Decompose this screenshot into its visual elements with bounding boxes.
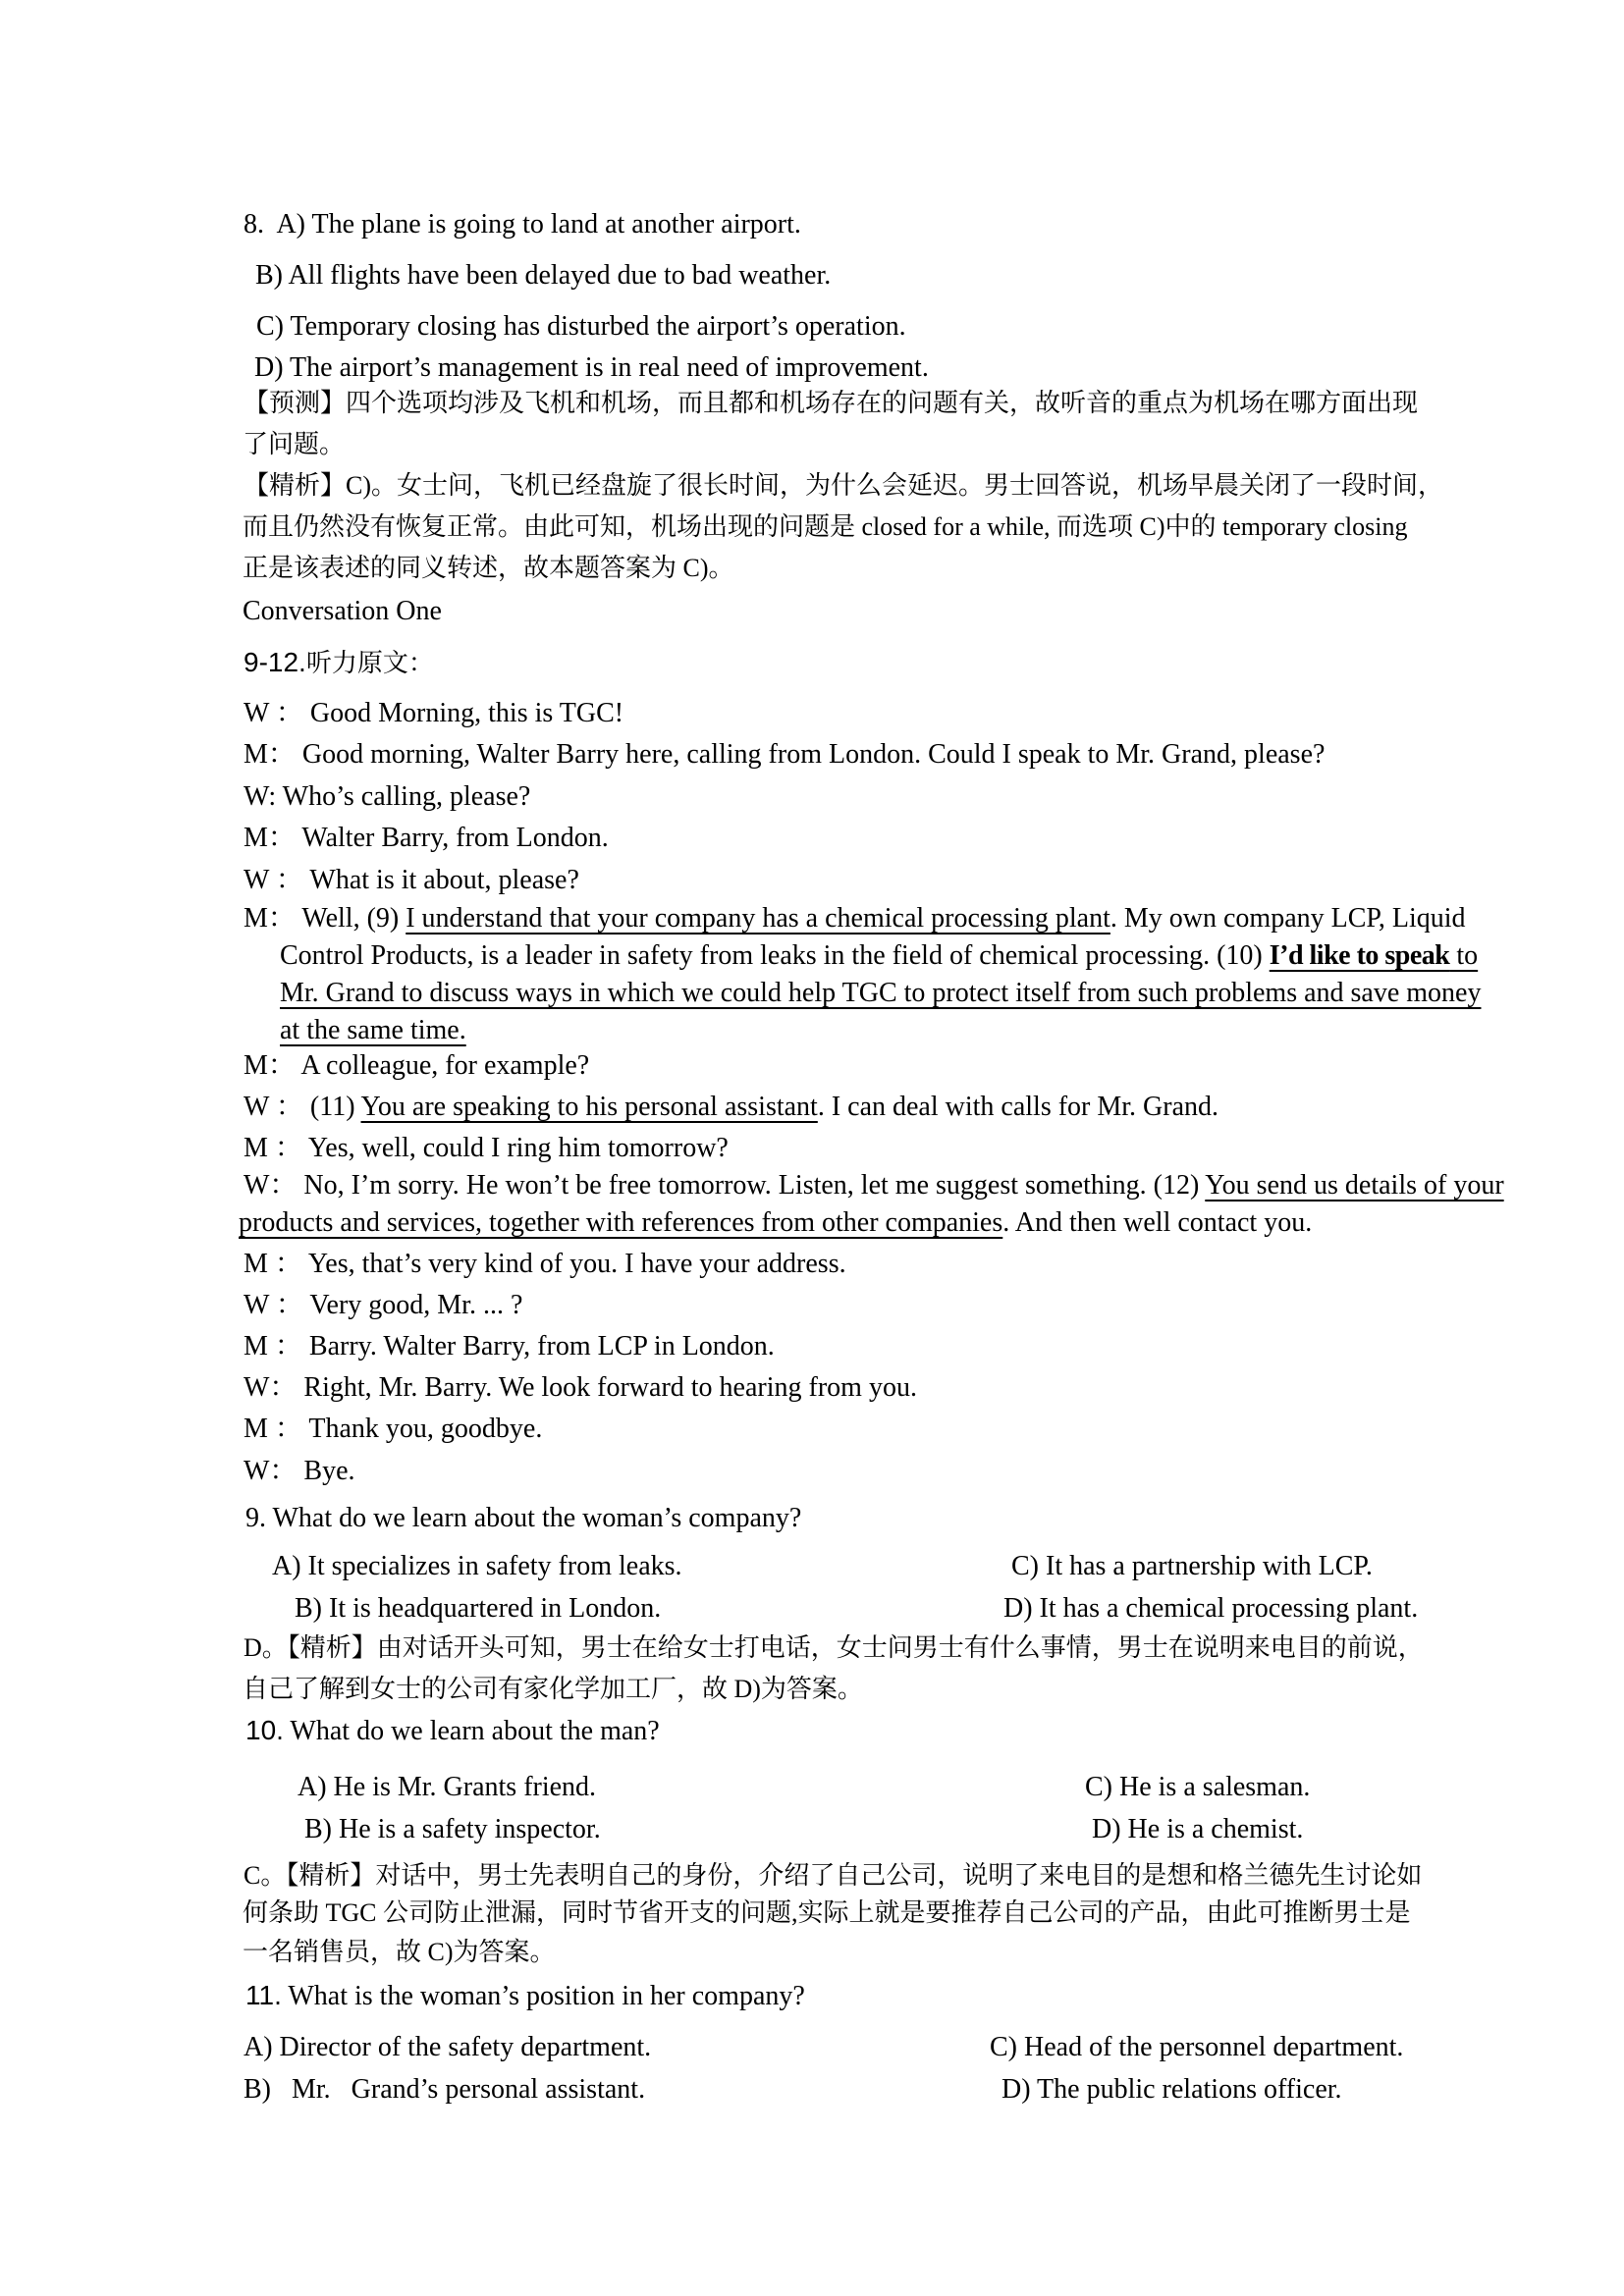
q8-option-d-text: D) The airport’s management is in real need of improvement. bbox=[254, 352, 929, 383]
dialog-text: W ： Very good, Mr. ... ? bbox=[244, 1290, 523, 1320]
q9-question bbox=[245, 1502, 801, 1535]
q10-analysis-line-1 bbox=[244, 1859, 1422, 1893]
q9-option-d bbox=[1003, 1592, 1418, 1626]
q8-option-b-text: B) All flights have been delayed due to bad weather. bbox=[255, 260, 832, 291]
q9-option-d-text: D) It has a chemical processing plant. bbox=[1003, 1593, 1419, 1624]
analysis-8-text-3: 正是该表述的同义转述，故本题答案为 C)。 bbox=[243, 554, 734, 582]
q10-question-text: What do we learn about the man? bbox=[283, 1716, 660, 1746]
q11-option-a bbox=[244, 2031, 651, 2064]
dialog-line-10b bbox=[239, 1206, 1312, 1240]
dialog-line-15 bbox=[244, 1413, 542, 1446]
dialog-line-6c bbox=[280, 977, 1481, 1010]
q9-option-a-text: A) It specializes in safety from leaks. bbox=[272, 1551, 682, 1581]
q9-analysis-text-1: D。【精析】由对话开头可知，男士在给女士打电话，女士问男士有什么事情，男士在说明来电目的前说， bbox=[244, 1633, 1424, 1662]
q10-option-b bbox=[304, 1813, 601, 1846]
dialog-line-5 bbox=[244, 864, 579, 897]
dialog-line-12 bbox=[244, 1289, 522, 1322]
dialog-text: M ： Thank you, goodbye. bbox=[244, 1414, 543, 1444]
q10-option-a bbox=[298, 1771, 596, 1804]
q11-option-c-text: C) Head of the personnel department. bbox=[990, 2032, 1404, 2062]
dialog-text: W ： What is it about, please? bbox=[244, 865, 579, 895]
analysis-8-line-1 bbox=[244, 469, 1443, 503]
q8-option-c-text: C) Temporary closing has disturbed the airport’s operation. bbox=[256, 311, 906, 342]
dialog-text: W： Bye. bbox=[244, 1456, 355, 1486]
dialog-line-11 bbox=[244, 1248, 846, 1281]
conversation-title bbox=[243, 595, 442, 628]
dialog-underlined-answer-10-bold: I’d like to speak bbox=[1269, 940, 1450, 971]
dialog-text: W ： Good Morning, this is TGC! bbox=[244, 698, 624, 728]
dialog-line-10a bbox=[244, 1169, 1504, 1202]
q10-option-d-text: D) He is a chemist. bbox=[1092, 1814, 1304, 1844]
q10-option-d bbox=[1092, 1813, 1303, 1846]
dialog-line-1 bbox=[244, 697, 623, 730]
dialog-line-3 bbox=[244, 780, 530, 814]
dialog-text: M： Walter Barry, from London. bbox=[244, 823, 609, 853]
q9-analysis-text-2: 自己了解到女士的公司有家化学加工厂，故 D)为答案。 bbox=[243, 1675, 863, 1703]
q11-option-b bbox=[244, 2073, 645, 2107]
q10-option-b-text: B) He is a safety inspector. bbox=[304, 1814, 601, 1844]
q11-question bbox=[245, 1979, 805, 2013]
dialog-line-6d bbox=[280, 1014, 466, 1047]
q10-analysis-text-2: 何条助 TGC 公司防止泄漏，同时节省开支的问题,实际上就是要推荐自己公司的产品，由此可推断男士是 bbox=[243, 1898, 1411, 1927]
dialog-text: M ： Barry. Walter Barry, from LCP in London. bbox=[244, 1331, 775, 1362]
q9-analysis-line-1 bbox=[244, 1631, 1424, 1665]
dialog-text: . My own company LCP, Liquid bbox=[1110, 903, 1466, 934]
prediction-line-2 bbox=[243, 428, 345, 461]
dialog-text: M： Well, (9) bbox=[244, 903, 406, 934]
dialog-line-6a bbox=[244, 902, 1466, 935]
dialog-line-6b bbox=[280, 939, 1478, 973]
q10-question-number: 10. bbox=[245, 1715, 284, 1745]
q8-option-b bbox=[255, 259, 831, 293]
q8-option-d bbox=[254, 351, 929, 385]
conversation-title-text: Conversation One bbox=[243, 596, 442, 626]
dialog-underlined-answer-11: You are speaking to his personal assistant bbox=[360, 1092, 818, 1122]
dialog-text: W： Right, Mr. Barry. We look forward to hearing from you. bbox=[244, 1372, 917, 1403]
dialog-line-8 bbox=[244, 1091, 1218, 1124]
dialog-underlined-answer-10: at the same time. bbox=[280, 1015, 466, 1045]
listening-script-number: 9-12. bbox=[244, 647, 306, 677]
dialog-text: W： No, I’m sorry. He won’t be free tomorrow. Listen, let me suggest something. (12) bbox=[244, 1170, 1206, 1201]
dialog-line-7 bbox=[244, 1049, 589, 1083]
dialog-line-13 bbox=[244, 1330, 775, 1363]
q9-option-c bbox=[1011, 1550, 1373, 1583]
dialog-text: M： Good morning, Walter Barry here, calling from London. Could I speak to Mr. Grand, please? bbox=[244, 739, 1326, 770]
q9-option-b-text: B) It is headquartered in London. bbox=[295, 1593, 662, 1624]
dialog-line-2 bbox=[244, 738, 1325, 772]
q10-analysis-text-3: 一名销售员，故 C)为答案。 bbox=[243, 1938, 556, 1966]
analysis-8-line-3 bbox=[243, 552, 734, 585]
dialog-text: Control Products, is a leader in safety from leaks in the field of chemical processing. (10) bbox=[280, 940, 1270, 971]
q10-option-a-text: A) He is Mr. Grants friend. bbox=[298, 1772, 597, 1802]
dialog-line-14 bbox=[244, 1371, 917, 1405]
q10-option-c bbox=[1085, 1771, 1310, 1804]
q9-analysis-line-2 bbox=[243, 1673, 863, 1706]
dialog-text: M ： Yes, that’s very kind of you. I have your address. bbox=[244, 1249, 846, 1279]
q10-analysis-line-2 bbox=[243, 1896, 1411, 1930]
q11-question-number: 11. bbox=[245, 1980, 282, 2010]
analysis-8-line-2 bbox=[243, 510, 1408, 544]
q8-option-a-text: 8. A) The plane is going to land at another airport. bbox=[244, 209, 801, 240]
dialog-line-4 bbox=[244, 822, 609, 855]
q8-option-c bbox=[256, 310, 906, 344]
dialog-underlined-answer-10: Mr. Grand to discuss ways in which we could help TGC to protect itself from such problems and save money bbox=[280, 978, 1482, 1008]
prediction-line-1 bbox=[244, 387, 1418, 420]
q11-option-a-text: A) Director of the safety department. bbox=[244, 2032, 652, 2062]
q10-option-c-text: C) He is a salesman. bbox=[1085, 1772, 1311, 1802]
q10-question bbox=[245, 1714, 660, 1748]
q11-option-c bbox=[990, 2031, 1403, 2064]
dialog-line-16 bbox=[244, 1455, 355, 1488]
analysis-8-text-2: 而且仍然没有恢复正常。由此可知，机场出现的问题是 closed for a while, 而选项 C)中的 temporary closing bbox=[243, 512, 1408, 541]
q10-analysis-line-3 bbox=[243, 1936, 556, 1969]
q9-option-b bbox=[295, 1592, 661, 1626]
q11-option-d bbox=[1001, 2073, 1342, 2107]
listening-script-label bbox=[244, 646, 434, 680]
dialog-line-9 bbox=[244, 1132, 729, 1165]
dialog-text: W ： (11) bbox=[244, 1092, 361, 1122]
q9-option-a bbox=[272, 1550, 682, 1583]
analysis-8-text-1: 【精析】C)。女士问，飞机已经盘旋了很长时间，为什么会延迟。男士回答说，机场早晨关闭了一段时间， bbox=[244, 471, 1444, 500]
dialog-underlined-answer-9: I understand that your company has a chemical processing plant bbox=[406, 903, 1110, 934]
q11-option-d-text: D) The public relations officer. bbox=[1001, 2074, 1342, 2105]
dialog-text: . I can deal with calls for Mr. Grand. bbox=[817, 1092, 1219, 1122]
q9-option-c-text: C) It has a partnership with LCP. bbox=[1011, 1551, 1373, 1581]
dialog-text: . And then well contact you. bbox=[1002, 1207, 1313, 1238]
q10-analysis-text-1: C。【精析】对话中，男士先表明自己的身份，介绍了自己公司，说明了来电目的是想和格兰德先生讨论如 bbox=[244, 1861, 1423, 1890]
dialog-text: M： A colleague, for example? bbox=[244, 1050, 590, 1081]
q11-question-text: What is the woman’s position in her company? bbox=[281, 1981, 805, 2011]
dialog-underlined-answer-12: products and services, together with references from other companies bbox=[239, 1207, 1003, 1238]
q8-option-a bbox=[244, 208, 801, 241]
dialog-underlined-answer-12: You send us details of your bbox=[1205, 1170, 1504, 1201]
q11-option-b-text: B) Mr. Grand’s personal assistant. bbox=[244, 2074, 646, 2105]
dialog-underlined-answer-10: to bbox=[1449, 940, 1479, 971]
listening-script-text: 听力原文： bbox=[305, 649, 434, 677]
prediction-text-1: 【预测】四个选项均涉及飞机和机场，而且都和机场存在的问题有关，故听音的重点为机场在哪方面出现 bbox=[244, 389, 1419, 417]
dialog-text: W: Who’s calling, please? bbox=[244, 781, 531, 812]
dialog-text: M ： Yes, well, could I ring him tomorrow? bbox=[244, 1133, 729, 1163]
q9-question-text: 9. What do we learn about the woman’s company? bbox=[245, 1503, 802, 1533]
prediction-text-2: 了问题。 bbox=[243, 430, 346, 458]
